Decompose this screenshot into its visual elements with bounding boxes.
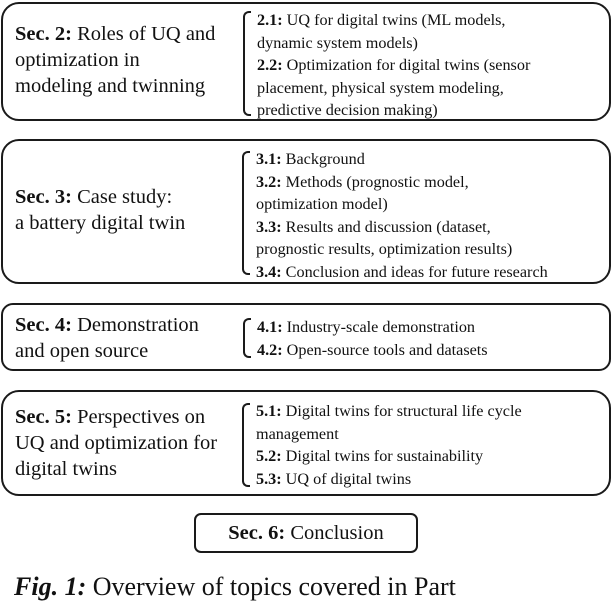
section-box-sec6 <box>194 513 418 553</box>
subsection-4-1: 4.1: Industry-scale demonstration <box>257 318 476 336</box>
section-box-sec3 <box>1 139 611 284</box>
subsection-list <box>256 148 548 284</box>
subsection-list <box>256 400 522 490</box>
section-box-sec4 <box>1 303 611 371</box>
subsection-group <box>242 403 608 487</box>
section-label: Sec. 3: <box>15 186 72 208</box>
subsection-group <box>243 11 609 120</box>
figure-caption <box>14 572 456 602</box>
section-title: Sec. 4: Demonstration and open source <box>15 314 199 362</box>
left-bracket-icon <box>242 151 250 275</box>
section-title: Sec. 5: Perspectives on UQ and optimization for digital twins <box>15 406 218 480</box>
left-bracket-icon <box>242 403 250 487</box>
subsection-3-3: 3.3: Results and discussion (dataset, prognostic results, optimization results) <box>256 217 513 259</box>
section-title: Sec. 2: Roles of UQ and optimization in modeling and twinning <box>15 23 216 97</box>
subsection-5-1: 5.1: Digital twins for structural life cycle management <box>256 402 522 443</box>
section-label: Sec. 4: <box>15 314 72 336</box>
subsection-group <box>242 150 608 281</box>
section-label: Sec. 5: <box>15 406 72 428</box>
caption-label: Fig. 1: <box>14 572 87 601</box>
subsection-3-1: 3.1: Background <box>256 150 365 168</box>
left-bracket-icon <box>243 318 251 358</box>
section-title: Sec. 6: Conclusion <box>228 522 384 544</box>
section-label: Sec. 6: <box>228 522 286 544</box>
section-box-sec2 <box>1 2 611 121</box>
section-label: Sec. 2: <box>15 23 72 45</box>
subsection-3-4: 3.4: Conclusion and ideas for future research <box>256 262 548 281</box>
subsection-5-3: 5.3: UQ of digital twins <box>256 469 412 488</box>
subsection-3-2: 3.2: Methods (prognostic model, optimization model) <box>256 172 469 214</box>
subsection-5-2: 5.2: Digital twins for sustainability <box>256 447 484 466</box>
section-box-sec5 <box>1 390 611 496</box>
subsection-2-2: 2.2: Optimization for digital twins (sensor placement, physical system modeling, predictive decision making) <box>257 56 531 120</box>
caption-text: Overview of topics covered in Part <box>92 572 456 601</box>
subsection-2-1: 2.1: UQ for digital twins (ML models, dynamic system models) <box>257 11 506 52</box>
subsection-group <box>243 318 603 358</box>
subsection-list <box>257 9 530 122</box>
subsection-4-2: 4.2: Open-source tools and datasets <box>257 340 488 359</box>
left-bracket-icon <box>243 11 251 116</box>
section-title: Sec. 3: Case study: a battery digital twin <box>15 186 186 234</box>
subsection-list <box>257 316 488 361</box>
